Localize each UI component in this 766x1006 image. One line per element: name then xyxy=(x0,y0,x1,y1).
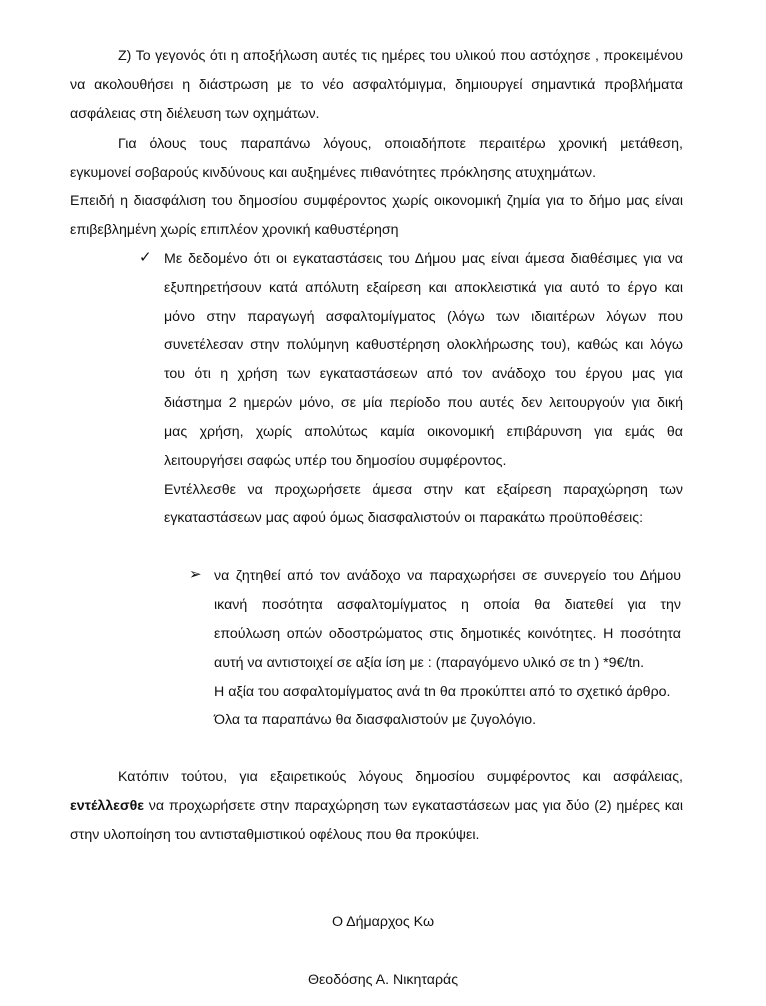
text-line: Ζ) Το γεγονός ότι η αποξήλωση αυτές τις ημέρες του υλικού που αστόχησε , προκειμένου xyxy=(118,48,683,64)
text-line: Όλα τα παραπάνω θα διασφαλιστούν με ζυγολόγιο. xyxy=(214,712,537,728)
text-line: μόνο στην παραγωγή ασφαλτομίγματος (λόγω των ιδιαιτέρων λόγων που xyxy=(164,309,683,325)
text-line: ικανή ποσότητα ασφαλτομίγματος η οποία θα διατεθεί για την xyxy=(214,597,681,613)
text-line: να ζητηθεί από τον ανάδοχο να παραχωρήσει σε συνεργείο του Δήμου xyxy=(214,568,681,584)
text-line: ασφάλειας στη διέλευση των οχημάτων. xyxy=(70,106,320,122)
text-line: λειτουργήσει σαφώς υπέρ του δημοσίου συμφέροντος. xyxy=(164,453,507,469)
text-line: εγκυμονεί σοβαρούς κινδύνους και αυξημένες πιθανότητες πρόκλησης ατυχημάτων. xyxy=(70,165,597,181)
text-line: Κατόπιν τούτου, για εξαιρετικούς λόγους δημοσίου συμφέροντος και ασφάλειας, xyxy=(118,769,683,785)
text-line: Εντέλλεσθε να προχωρήσετε άμεσα στην κατ εξαίρεση παραχώρηση των xyxy=(164,482,683,498)
text-line: επούλωση οπών οδοστρώματος στις δημοτικές κοινότητες. Η ποσότητα xyxy=(214,626,681,642)
text-line: Η αξία του ασφαλτομίγματος ανά tn θα προκύπτει από το σχετικό άρθρο. xyxy=(214,684,671,700)
text-line: να ακολουθήσει η διάστρωση με το νέο ασφαλτόμιγμα, δημιουργεί σημαντικά προβλήματα xyxy=(70,77,683,93)
text-line: μας χρήση, χωρίς απολύτως καμία οικονομική επιβάρυνση για εμάς θα xyxy=(164,424,683,440)
text-line: Με δεδομένο ότι οι εγκαταστάσεις του Δήμου μας είναι άμεσα διαθέσιμες για να xyxy=(164,251,683,267)
signatory-title: Ο Δήμαρχος Κω xyxy=(331,914,435,930)
text-line: Για όλους τους παραπάνω λόγους, οποιαδήποτε περαιτέρω χρονική μετάθεση, xyxy=(118,136,683,152)
checkmark-icon: ✓ xyxy=(139,249,152,266)
text-line: εξυπηρετήσουν κατά απόλυτη εξαίρεση και αποκλειστικά για αυτό το έργο και xyxy=(164,280,683,296)
text-line: στην υλοποίηση του αντισταθμιστικού οφέλους που θα προκύψει. xyxy=(70,827,480,843)
text-line: του ότι η χρήση των εγκαταστάσεων από τον ανάδοχο του έργου μας για xyxy=(164,366,683,382)
text-line: αυτή να αντιστοιχεί σε αξία ίση με : (παραγόμενο υλικό σε tn ) *9€/tn. xyxy=(214,655,645,671)
text-line: διάστημα 2 ημερών μόνο, σε μία περίοδο που αυτές δεν λειτουργούν για δική xyxy=(164,395,683,411)
text-span: να προχωρήσετε στην παραχώρηση των εγκαταστάσεων μας για δύο (2) ημέρες και xyxy=(143,798,683,814)
signatory-name: Θεοδόσης Α. Νικηταράς xyxy=(307,972,459,988)
arrow-bullet-icon: ➢ xyxy=(189,566,202,583)
text-line: επιβεβλημένη χωρίς επιπλέον χρονική καθυστέρηση xyxy=(70,222,399,238)
text-line: εγκαταστάσεων μας αφού όμως διασφαλιστούν οι παρακάτω προϋποθέσεις: xyxy=(164,510,644,526)
text-line: συνετέλεσαν στην πολύμηνη καθυστέρηση ολοκλήρωσης του), καθώς και λόγω xyxy=(164,337,683,353)
text-line: Επειδή η διασφάλιση του δημοσίου συμφέροντος χωρίς οικονομική ζημία για το δήμο μας είναι xyxy=(70,193,683,209)
text-line xyxy=(70,797,683,815)
emphasis-word: εντέλλεσθε xyxy=(70,798,144,814)
